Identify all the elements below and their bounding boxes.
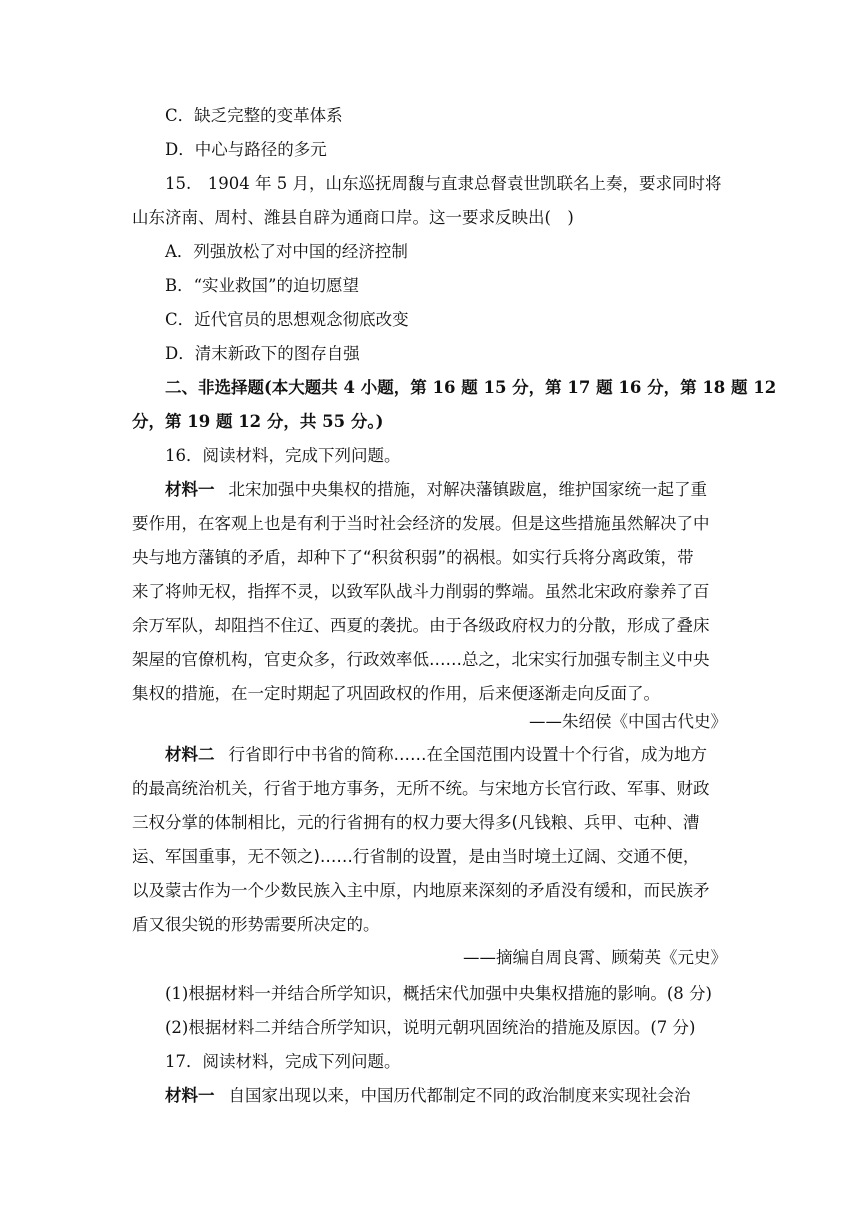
q17-material1-text: 自国家出现以来，中国历代都制定不同的政治制度来实现社会治 [228,1086,691,1105]
q16-material1-text: 北宋加强中央集权的措施，对解决藩镇跋扈，维护国家统一起了重 [228,480,707,499]
q15-option-a: A．列强放松了对中国的经济控制 [165,242,408,261]
q16-material2-line4: 运、军国重事，无不领之)……行省制的设置，是由当时境土辽阔、交通不便， [132,847,700,866]
q16-material1-line7: 集权的措施，在一定时期起了巩固政权的作用，后来便逐渐走向反面了。 [132,684,660,703]
q14-option-d: D．中心与路径的多元 [165,140,327,159]
q16-material2-line5: 以及蒙古作为一个少数民族入主中原，内地原来深刻的矛盾没有缓和，而民族矛 [132,881,710,900]
q16-material1-line5: 余万军队，却阻挡不住辽、西夏的袭扰。由于各级政府权力的分散，形成了叠床 [132,616,710,635]
q16-material2-line6: 盾又很尖锐的形势需要所决定的。 [132,915,380,934]
section2-heading-line2: 分，第 19 题 12 分，共 55 分。) [132,412,384,431]
q14-option-c: C．缺乏完整的变革体系 [165,106,343,125]
q16-material1-line4: 来了将帅无权，指挥不灵，以致军队战斗力削弱的弊端。虽然北宋政府豢养了百 [132,582,710,601]
q16-material1-source: ——朱绍侯《中国古代史》 [529,712,727,731]
section2-heading-line1: 二、非选择题(本大题共 4 小题，第 16 题 15 分，第 17 题 16 分，第 18 题 12 [165,378,777,397]
q16-material1-line6: 架屋的官僚机构，官吏众多，行政效率低……总之，北宋实行加强专制主义中央 [132,650,710,669]
q16-material2-text: 行省即行中书省的简称……在全国范围内设置十个行省，成为地方 [228,745,707,764]
q15-stem-line1: 15. 1904 年 5 月，山东巡抚周馥与直隶总督袁世凯联名上奏，要求同时将 [165,174,722,193]
q17-material1-label: 材料一 [165,1086,215,1105]
q17-intro: 17．阅读材料，完成下列问题。 [165,1052,401,1071]
q16-material2-label: 材料二 [165,745,215,764]
q16-intro: 16．阅读材料，完成下列问题。 [165,446,401,465]
q16-material2-line1 [165,744,707,766]
q16-material1-line3: 央与地方藩镇的矛盾，却种下了“积贫积弱”的祸根。如实行兵将分离政策，带 [132,548,694,567]
q16-material1-label: 材料一 [165,480,215,499]
q16-material2-source: ——摘编自周良霄、顾菊英《元史》 [463,948,727,967]
q15-option-d: D．清末新政下的图存自强 [165,344,360,363]
q17-material1-line1 [165,1085,691,1107]
q16-material1-line2: 要作用，在客观上也是有利于当时社会经济的发展。但是这些措施虽然解决了中 [132,514,710,533]
q15-option-c: C．近代官员的思想观念彻底改变 [165,310,409,329]
q16-material1-line1 [165,479,707,501]
q16-material2-line2: 的最高统治机关，行省于地方事务，无所不统。与宋地方长官行政、军事、财政 [132,779,710,798]
q16-material2-line3: 三权分掌的体制相比，元的行省拥有的权力要大得多(凡钱粮、兵甲、屯种、漕 [132,813,700,832]
q15-stem-line2: 山东济南、周村、潍县自辟为通商口岸。这一要求反映出( ) [132,208,574,227]
q16-question2: (2)根据材料二并结合所学知识，说明元朝巩固统治的措施及原因。(7 分) [165,1018,696,1037]
q15-option-b: B．“实业救国”的迫切愿望 [165,276,359,295]
q16-question1: (1)根据材料一并结合所学知识，概括宋代加强中央集权措施的影响。(8 分) [165,984,712,1003]
